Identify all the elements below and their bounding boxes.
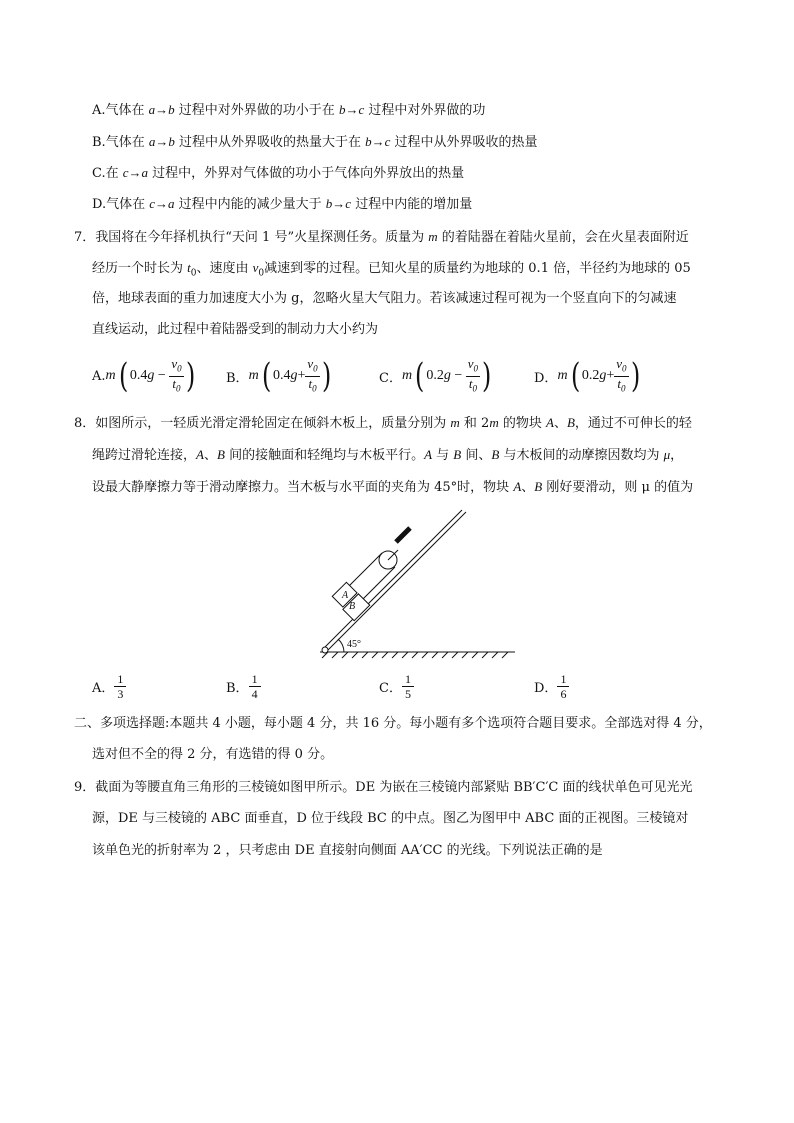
angle-label: 45° [347,639,361,650]
fraction: $\frac{v_0}{t_0}$ [616,356,627,394]
q6-option-d[interactable]: D.气体在 c→a 过程中内能的减少量大于 b→c 过程中内能的增加量 [92,196,473,212]
section-2-header-line-1: 二、多项选择题:本题共 4 小题，每小题 4 分，共 16 分。每小题有多个选项符合题目要求。全部选对得 4 分， [74,716,712,731]
left-paren: ( [261,356,271,397]
right-paren: ) [630,356,640,397]
q7-option-d[interactable]: D． m ( 0.2 g + $\frac{v_0}{t_0}$ ) [534,356,640,397]
block-b-label: B [349,601,356,612]
pulley-mount [396,528,410,542]
right-paren: ) [482,356,492,397]
q8-option-c[interactable]: C． $\frac{1}{5}$ [379,672,414,701]
rope-lower [362,567,395,600]
q9-stem-line-1: 9．截面为等腰直角三角形的三棱镜如图甲所示。DE 为嵌在三棱镜内部紧贴 BB′C′C 面的线状单色可见光光 [74,780,693,795]
section-2-header-line-2: 选对但不全的得 2 分，有选错的得 0 分。 [92,747,334,762]
fraction: $\frac{1}{3}$ [114,672,126,701]
block-a-label: A [342,590,349,601]
q6-option-c[interactable]: C.在 c→a 过程中，外界对气体做的功小于气体向外界放出的热量 [92,165,465,181]
fraction: $\frac{1}{6}$ [557,672,569,701]
q7-stem-line-4: 直线运动，此过程中着陆器受到的制动力大小约为 [92,322,379,337]
fraction: $\frac{v_0}{t_0}$ [307,356,318,394]
left-paren: ( [570,356,580,397]
incline-pulley-figure [300,502,520,664]
q8-option-d[interactable]: D． $\frac{1}{6}$ [534,672,569,701]
fraction: $\frac{v_0}{t_0}$ [467,356,479,394]
q7-stem-line-2: 经历一个时长为 $t_0$、速度由 $v_0$减速到零的过程。已知火星的质量约为地球的 0.1 倍，半径约为地球的 05 [92,260,691,279]
right-paren: ) [185,356,195,397]
right-paren: ) [321,356,331,397]
left-paren: ( [415,356,425,397]
left-paren: ( [118,356,128,397]
ground-hatching [320,652,515,658]
q9-stem-line-2: 源，DE 与三棱镜的 ABC 面垂直，D 位于线段 BC 的中点。图乙为图甲中 ABC 面的正视图。三棱镜对 [92,811,689,826]
fraction: $\frac{1}{5}$ [402,672,414,701]
q8-option-a[interactable]: A． $\frac{1}{3}$ [92,672,126,701]
q7-stem-line-3: 倍，地球表面的重力加速度大小为 g，忽略火星大气阻力。若该减速过程可视为一个竖直向下的匀减速 [92,291,677,306]
q6-option-a[interactable]: A.气体在 a→b 过程中对外界做的功小于在 b→c 过程中对外界做的功 [92,102,486,118]
inclined-board [324,510,466,650]
angle-arc [338,639,344,652]
hinge [322,647,328,653]
q8-stem-line-1: 8．如图所示，一轻质光滑定滑轮固定在倾斜木板上，质量分别为 m 和 2m 的物块 A、B，通过不可伸长的轻 [74,415,692,431]
q9-stem-line-3: 该单色光的折射率为 2 ，只考虑由 DE 直接射向侧面 AA′CC 的光线。下列说法正确的是 [92,843,603,858]
fraction: $\frac{1}{4}$ [249,672,261,701]
q7-option-c[interactable]: C． m ( 0.2 g − $\frac{v_0}{t_0}$ ) [379,356,492,397]
q6-option-b[interactable]: B.气体在 a→b 过程中从外界吸收的热量大于在 b→c 过程中从外界吸收的热量 [92,134,538,150]
q7-option-a[interactable]: A. m ( 0.4 g − $\frac{v_0}{t_0}$ ) [92,356,195,397]
q7-option-b[interactable]: B． m ( 0.4 g + $\frac{v_0}{t_0}$ ) [226,356,331,397]
rope-upper [348,553,382,587]
fraction: $\frac{v_0}{t_0}$ [171,356,182,394]
q8-option-b[interactable]: B． $\frac{1}{4}$ [226,672,261,701]
q7-stem-line-1: 7．我国将在今年择机执行“天问 1 号”火星探测任务。质量为 m 的着陆器在着陆火星前，会在火星表面附近 [74,229,689,245]
q8-stem-line-3: 设最大静摩擦力等于滑动摩擦力。当木板与水平面的夹角为 45°时，物块 A、B 刚好要滑动，则 μ 的值为 [92,479,694,495]
q8-stem-line-2: 绳跨过滑轮连接，A、B 间的接触面和轻绳均与木板平行。A 与 B 间、B 与木板间的动摩擦因数均为 μ， [92,447,684,463]
